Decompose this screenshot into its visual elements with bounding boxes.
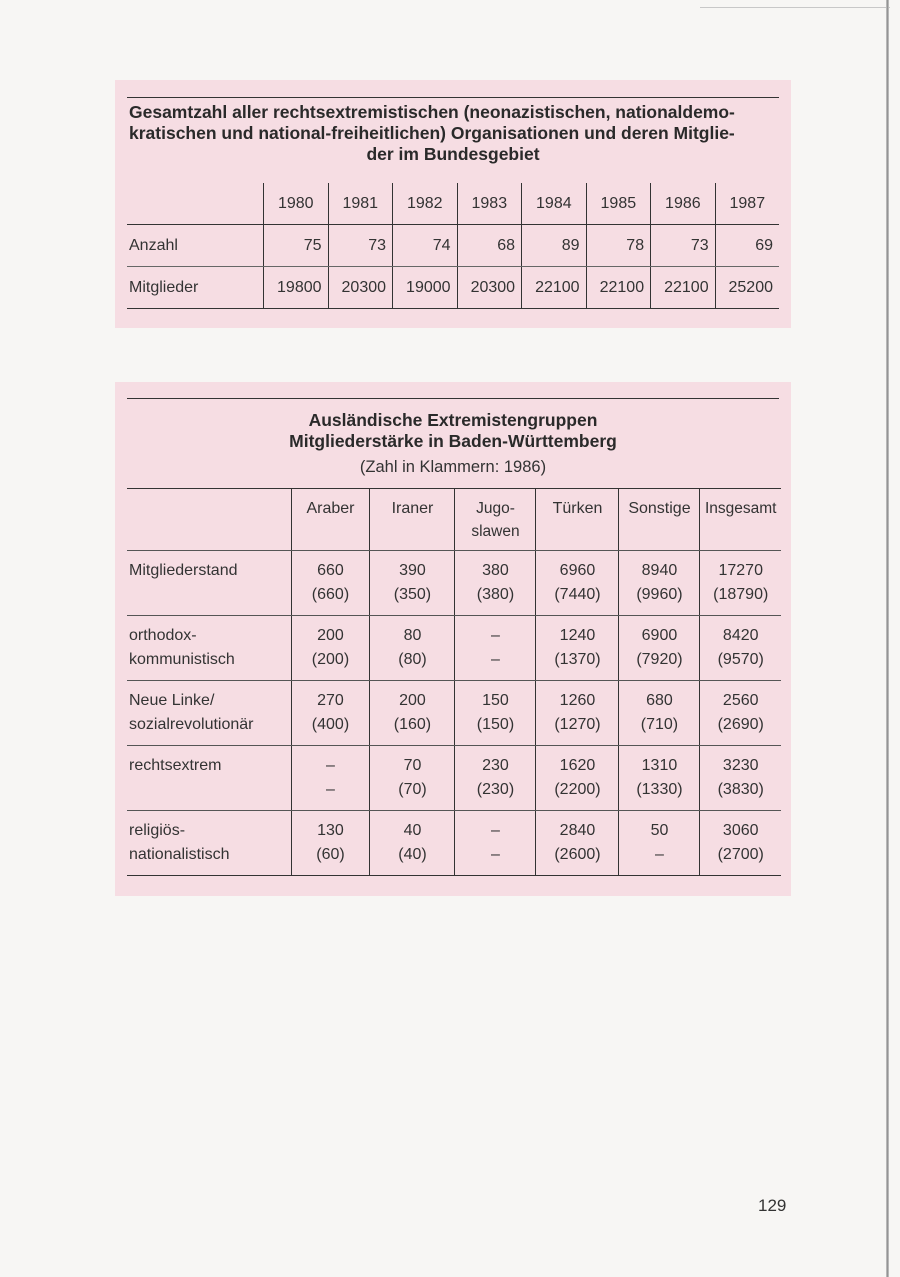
value-1986: (2200): [554, 781, 601, 798]
scan-binding-edge: [886, 0, 889, 1277]
year-header: 1982: [393, 183, 458, 225]
value-1986: (60): [316, 846, 345, 863]
value-1987: 6960: [559, 562, 596, 579]
row-label: Anzahl: [127, 225, 264, 267]
value-1987: 380: [482, 562, 509, 579]
table-cell: 25200: [715, 267, 779, 309]
column-header: Araber: [291, 489, 370, 551]
table1-title-line-2: kratischen und national-freiheitlichen) Organisationen und deren Mitglie-: [129, 123, 735, 143]
value-1987: 390: [399, 562, 426, 579]
value-1987: 130: [317, 822, 344, 839]
value-1987: 150: [482, 692, 509, 709]
value-1987: 1620: [559, 757, 596, 774]
table-row: [127, 681, 781, 746]
table-cell: [619, 811, 700, 876]
table1-header-row: [127, 183, 779, 225]
table1-grid: [127, 183, 779, 309]
value-1987: 660: [317, 562, 344, 579]
value-1986: (7920): [636, 651, 683, 668]
value-1987: 2840: [559, 822, 596, 839]
table-row: [127, 811, 781, 876]
value-1986: (18790): [713, 586, 769, 603]
table2-top-rule: [127, 398, 779, 399]
table-cell: 20300: [457, 267, 522, 309]
table-cell: 73: [328, 225, 393, 267]
value-1987: 8940: [641, 562, 678, 579]
value-1986: –: [655, 846, 664, 863]
value-1986: (40): [398, 846, 427, 863]
table1-corner: [127, 183, 264, 225]
value-1987: –: [326, 757, 335, 774]
table1-title-line-1: Gesamtzahl aller rechtsextremistischen (neonazistischen, nationaldemo-: [129, 102, 735, 122]
year-header: 1984: [522, 183, 587, 225]
value-1986: (7440): [554, 586, 601, 603]
table-cell: 75: [264, 225, 329, 267]
row-label: religiös- nationalistisch: [127, 811, 291, 876]
value-1986: –: [326, 781, 335, 798]
value-1987: 3230: [722, 757, 759, 774]
table2-panel: [115, 382, 791, 896]
row-label: orthodox- kommunistisch: [127, 616, 291, 681]
table2-grid: [127, 488, 781, 876]
table-cell: 73: [651, 225, 716, 267]
value-1986: (1270): [554, 716, 601, 733]
table-cell: [291, 681, 370, 746]
table-cell: [536, 746, 619, 811]
value-1987: 200: [317, 627, 344, 644]
value-1987: 2560: [722, 692, 759, 709]
table-cell: [370, 811, 455, 876]
table-row: [127, 616, 781, 681]
table1-title: [129, 102, 777, 165]
table-cell: 22100: [522, 267, 587, 309]
table-cell: 74: [393, 225, 458, 267]
table-cell: [536, 811, 619, 876]
table1-panel: [115, 80, 791, 328]
page-number: 129: [758, 1196, 787, 1215]
column-header: Jugo- slawen: [455, 489, 536, 551]
value-1986: (350): [393, 586, 432, 603]
table2-corner: [127, 489, 291, 551]
table-cell: [291, 551, 370, 616]
column-header: Iraner: [370, 489, 455, 551]
table-cell: [619, 616, 700, 681]
value-1987: –: [491, 822, 500, 839]
value-1987: 80: [403, 627, 422, 644]
table-cell: 68: [457, 225, 522, 267]
table-cell: [291, 811, 370, 876]
value-1986: (160): [393, 716, 432, 733]
row-label: Mitglieder: [127, 267, 264, 309]
value-1986: –: [491, 846, 500, 863]
row-label: Mitgliederstand: [127, 551, 291, 616]
table-cell: 78: [586, 225, 651, 267]
table-cell: [700, 681, 781, 746]
table-cell: [291, 616, 370, 681]
value-1986: (200): [311, 651, 350, 668]
table2-title-line-2: Mitgliederstärke in Baden-Württemberg: [289, 431, 617, 451]
table-cell: [455, 551, 536, 616]
table-cell: 69: [715, 225, 779, 267]
table-cell: 89: [522, 225, 587, 267]
table-cell: [291, 746, 370, 811]
table-row: [127, 746, 781, 811]
year-header: 1981: [328, 183, 393, 225]
value-1987: 50: [650, 822, 669, 839]
value-1987: 1260: [559, 692, 596, 709]
table-cell: [455, 811, 536, 876]
table1-top-rule: [127, 97, 779, 98]
table2-title-line-1: Ausländische Extremistengruppen: [308, 410, 598, 430]
value-1987: 680: [646, 692, 673, 709]
table-cell: 19000: [393, 267, 458, 309]
table-cell: 20300: [328, 267, 393, 309]
value-1986: (1370): [554, 651, 601, 668]
value-1986: (400): [311, 716, 350, 733]
table-cell: [536, 681, 619, 746]
table-cell: [455, 616, 536, 681]
value-1987: 17270: [718, 562, 763, 579]
value-1986: (150): [476, 716, 515, 733]
value-1986: (70): [398, 781, 427, 798]
value-1987: 1310: [641, 757, 678, 774]
table2-subtitle: (Zahl in Klammern: 1986): [359, 458, 547, 476]
column-header: Insgesamt: [700, 489, 781, 551]
value-1987: 70: [403, 757, 422, 774]
year-header: 1986: [651, 183, 716, 225]
value-1987: 200: [399, 692, 426, 709]
table-cell: [370, 616, 455, 681]
value-1986: (230): [476, 781, 515, 798]
value-1986: (80): [398, 651, 427, 668]
table-cell: [455, 681, 536, 746]
table1-title-line-3: der im Bundesgebiet: [366, 144, 540, 164]
value-1987: 6900: [641, 627, 678, 644]
value-1986: –: [491, 651, 500, 668]
year-header: 1987: [715, 183, 779, 225]
year-header: 1985: [586, 183, 651, 225]
table-cell: [536, 616, 619, 681]
value-1986: (660): [311, 586, 350, 603]
scan-edge-line: [700, 7, 890, 8]
year-header: 1983: [457, 183, 522, 225]
table-cell: [370, 551, 455, 616]
value-1987: 8420: [722, 627, 759, 644]
row-label: Neue Linke/ sozialrevolutionär: [127, 681, 291, 746]
table-cell: 22100: [586, 267, 651, 309]
value-1986: (9960): [636, 586, 683, 603]
value-1987: –: [491, 627, 500, 644]
table-cell: [370, 681, 455, 746]
table-row: [127, 225, 779, 267]
value-1986: (2700): [717, 846, 764, 863]
table-cell: [700, 746, 781, 811]
column-header: Türken: [536, 489, 619, 551]
value-1987: 3060: [722, 822, 759, 839]
value-1986: (1330): [636, 781, 683, 798]
table-cell: [536, 551, 619, 616]
table-cell: [619, 746, 700, 811]
table-row: [127, 551, 781, 616]
value-1987: 270: [317, 692, 344, 709]
value-1986: (2690): [717, 716, 764, 733]
value-1986: (380): [476, 586, 515, 603]
value-1986: (9570): [717, 651, 764, 668]
value-1987: 40: [403, 822, 422, 839]
table-row: [127, 267, 779, 309]
value-1986: (3830): [717, 781, 764, 798]
value-1986: (710): [640, 716, 679, 733]
table-cell: 22100: [651, 267, 716, 309]
row-label: rechtsextrem: [127, 746, 291, 811]
year-header: 1980: [264, 183, 329, 225]
table-cell: 19800: [264, 267, 329, 309]
column-header: Sonstige: [619, 489, 700, 551]
table-cell: [370, 746, 455, 811]
table-cell: [619, 551, 700, 616]
value-1987: 230: [482, 757, 509, 774]
table-cell: [700, 811, 781, 876]
table-cell: [455, 746, 536, 811]
value-1986: (2600): [554, 846, 601, 863]
table-cell: [700, 616, 781, 681]
value-1987: 1240: [559, 627, 596, 644]
table2-header-row: [127, 489, 781, 551]
table2-title: [129, 410, 777, 452]
table-cell: [700, 551, 781, 616]
table-cell: [619, 681, 700, 746]
